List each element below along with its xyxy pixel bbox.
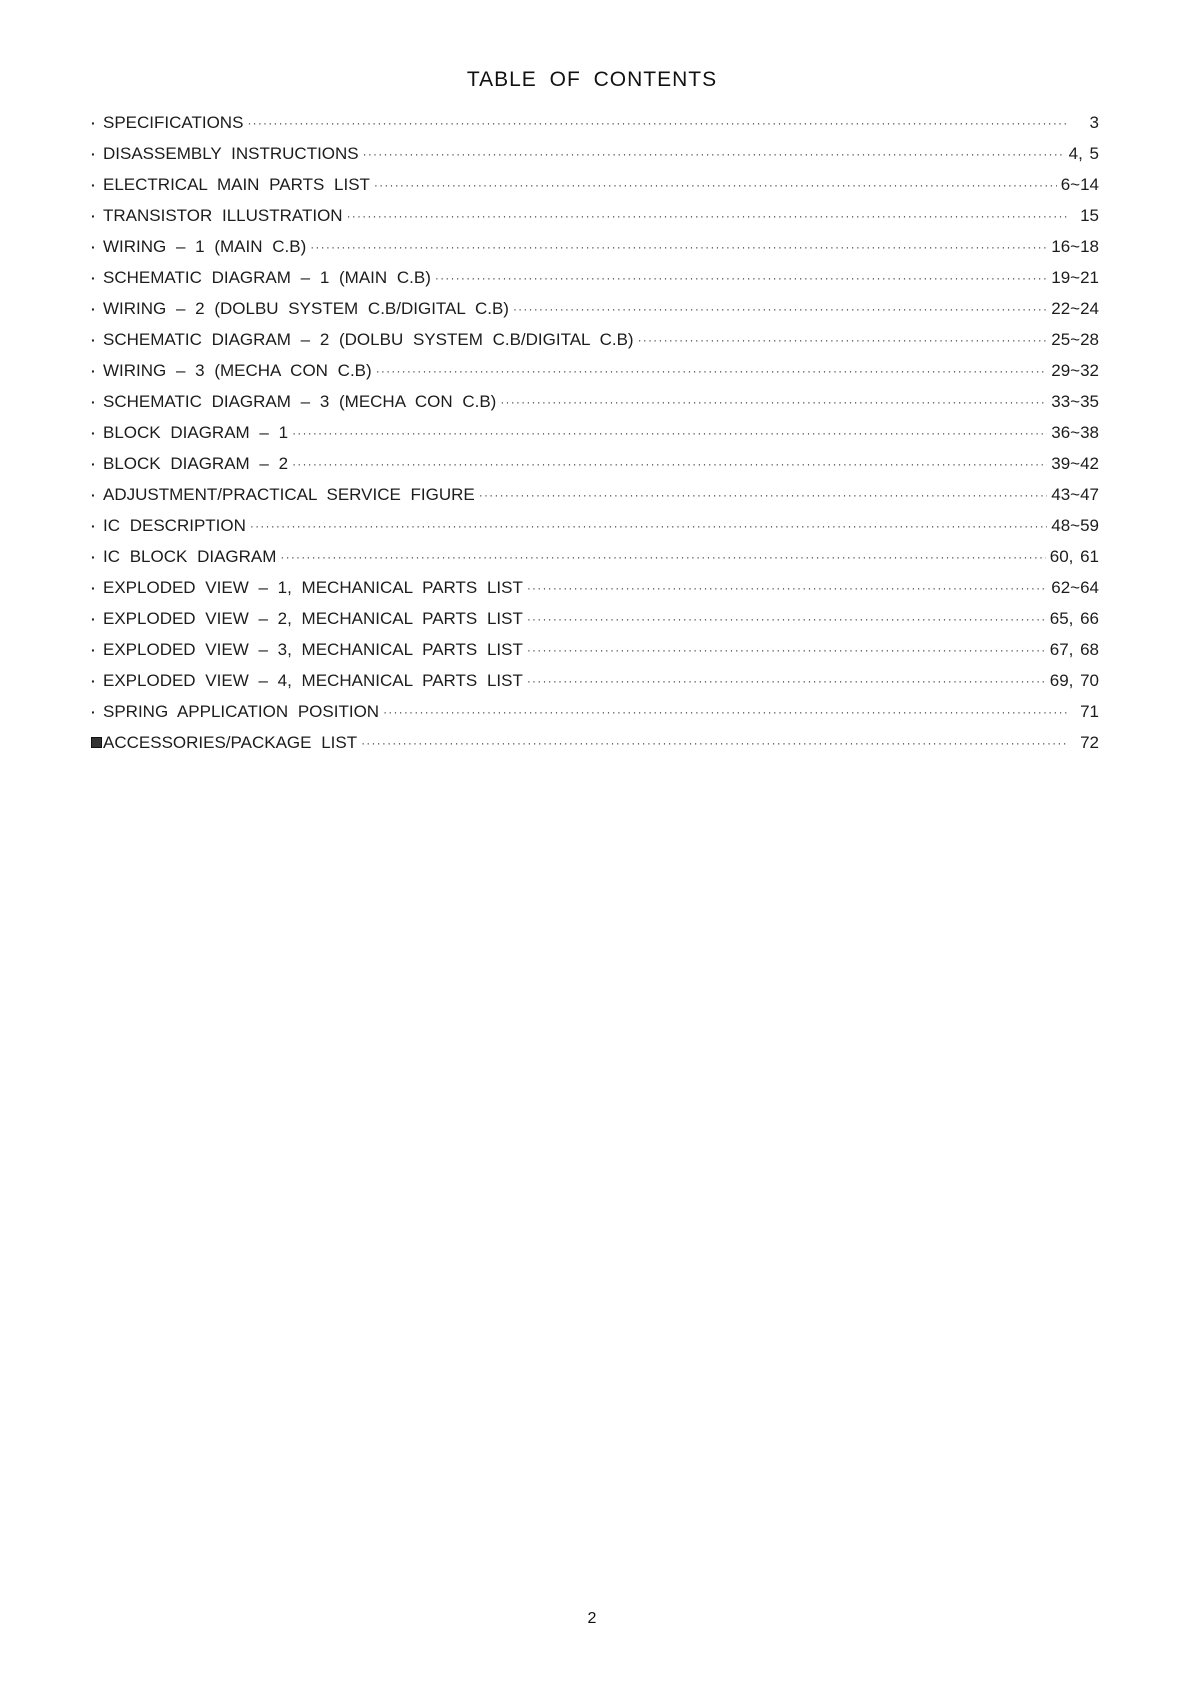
- toc-entry-page: 3: [1089, 113, 1099, 132]
- dot-leader: [292, 426, 1047, 440]
- toc-entry-label: SPECIFICATIONS: [103, 113, 244, 132]
- dot-bullet-icon: ·: [91, 394, 96, 410]
- toc-entry-label: EXPLODED VIEW – 1, MECHANICAL PARTS LIST: [103, 578, 523, 597]
- toc-entry-page: 72: [1080, 733, 1099, 752]
- toc-entry-page: 62~64: [1051, 578, 1099, 597]
- toc-entry-page: 19~21: [1051, 268, 1099, 287]
- toc-entry-label: ELECTRICAL MAIN PARTS LIST: [103, 175, 370, 194]
- toc-entry-label: TRANSISTOR ILLUSTRATION: [103, 206, 343, 225]
- dot-bullet-icon: ·: [91, 115, 96, 131]
- toc-entry: [91, 547, 1099, 578]
- dot-bullet-icon: ·: [91, 332, 96, 348]
- page-number: 2: [587, 1610, 597, 1627]
- dot-leader: [280, 550, 1045, 564]
- toc-entry-page: 67, 68: [1049, 640, 1099, 659]
- toc-entry-page: 36~38: [1051, 423, 1099, 442]
- toc-entry-page: 71: [1080, 702, 1099, 721]
- toc-entry-label: SCHEMATIC DIAGRAM – 1 (MAIN C.B): [103, 268, 431, 287]
- toc-entry-label: BLOCK DIAGRAM – 2: [103, 454, 289, 473]
- toc-entry-page: 15: [1080, 206, 1099, 225]
- toc-entry: [91, 268, 1099, 299]
- toc-entry-label: WIRING – 2 (DOLBU SYSTEM C.B/DIGITAL C.B): [103, 299, 509, 318]
- table-of-contents: [91, 113, 1099, 764]
- dot-leader: [374, 178, 1057, 192]
- toc-entry-label: ACCESSORIES/PACKAGE LIST: [103, 733, 358, 752]
- dot-leader: [347, 209, 1067, 223]
- dot-leader: [292, 457, 1047, 471]
- dot-leader: [435, 271, 1047, 285]
- toc-entry: [91, 330, 1099, 361]
- toc-entry-page: 48~59: [1051, 516, 1099, 535]
- toc-entry: [91, 113, 1099, 144]
- toc-entry-page: 69, 70: [1049, 671, 1099, 690]
- toc-entry: [91, 392, 1099, 423]
- toc-entry: [91, 237, 1099, 268]
- dot-leader: [376, 364, 1048, 378]
- toc-entry: [91, 423, 1099, 454]
- dot-bullet-icon: ·: [91, 208, 96, 224]
- dot-bullet-icon: ·: [91, 518, 96, 534]
- toc-entry: [91, 671, 1099, 702]
- toc-entry-label: BLOCK DIAGRAM – 1: [103, 423, 289, 442]
- toc-entry-page: 43~47: [1051, 485, 1099, 504]
- toc-entry-page: 16~18: [1051, 237, 1099, 256]
- toc-entry-label: WIRING – 1 (MAIN C.B): [103, 237, 307, 256]
- dot-leader: [527, 643, 1046, 657]
- dot-leader: [363, 147, 1065, 161]
- toc-entry-label: SPRING APPLICATION POSITION: [103, 702, 380, 721]
- dot-bullet-icon: ·: [91, 549, 96, 565]
- toc-entry-label: SCHEMATIC DIAGRAM – 2 (DOLBU SYSTEM C.B/DIGITAL C.B): [103, 330, 634, 349]
- toc-entry-page: 6~14: [1060, 175, 1099, 194]
- toc-entry-page: 25~28: [1051, 330, 1099, 349]
- toc-entry-page: 39~42: [1051, 454, 1099, 473]
- toc-entry: [91, 361, 1099, 392]
- toc-entry: [91, 144, 1099, 175]
- dot-leader: [527, 674, 1046, 688]
- dot-leader: [500, 395, 1047, 409]
- dot-leader: [527, 581, 1047, 595]
- toc-entry-page: 65, 66: [1049, 609, 1099, 628]
- toc-entry: [91, 454, 1099, 485]
- dot-bullet-icon: ·: [91, 363, 96, 379]
- dot-bullet-icon: ·: [91, 146, 96, 162]
- toc-entry: [91, 206, 1099, 237]
- dot-bullet-icon: ·: [91, 239, 96, 255]
- toc-entry: [91, 640, 1099, 671]
- dot-bullet-icon: ·: [91, 301, 96, 317]
- dot-bullet-icon: ·: [91, 673, 96, 689]
- toc-entry: [91, 733, 1099, 764]
- dot-bullet-icon: ·: [91, 487, 96, 503]
- toc-entry-label: ADJUSTMENT/PRACTICAL SERVICE FIGURE: [103, 485, 475, 504]
- dot-leader: [361, 736, 1067, 750]
- toc-entry: [91, 516, 1099, 547]
- toc-entry-page: 4, 5: [1068, 144, 1099, 163]
- dot-leader: [513, 302, 1047, 316]
- toc-entry-label: EXPLODED VIEW – 2, MECHANICAL PARTS LIST: [103, 609, 523, 628]
- page-title: TABLE OF CONTENTS: [466, 68, 718, 91]
- toc-entry-label: EXPLODED VIEW – 4, MECHANICAL PARTS LIST: [103, 671, 523, 690]
- dot-bullet-icon: ·: [91, 580, 96, 596]
- dot-leader: [479, 488, 1047, 502]
- toc-entry: [91, 175, 1099, 206]
- toc-entry-label: WIRING – 3 (MECHA CON C.B): [103, 361, 372, 380]
- toc-entry: [91, 702, 1099, 733]
- toc-entry-label: EXPLODED VIEW – 3, MECHANICAL PARTS LIST: [103, 640, 523, 659]
- dot-leader: [527, 612, 1046, 626]
- dot-bullet-icon: ·: [91, 642, 96, 658]
- dot-bullet-icon: ·: [91, 456, 96, 472]
- dot-bullet-icon: ·: [91, 611, 96, 627]
- toc-entry-page: 29~32: [1051, 361, 1099, 380]
- dot-bullet-icon: ·: [91, 177, 96, 193]
- toc-entry-page: 33~35: [1051, 392, 1099, 411]
- toc-entry: [91, 578, 1099, 609]
- toc-entry-page: 22~24: [1051, 299, 1099, 318]
- toc-entry: [91, 609, 1099, 640]
- dot-leader: [638, 333, 1048, 347]
- toc-entry: [91, 299, 1099, 330]
- toc-entry-label: IC DESCRIPTION: [103, 516, 246, 535]
- dot-leader: [310, 240, 1047, 254]
- dot-bullet-icon: ·: [91, 704, 96, 720]
- toc-entry-page: 60, 61: [1049, 547, 1099, 566]
- dot-leader: [247, 116, 1067, 130]
- toc-entry-label: SCHEMATIC DIAGRAM – 3 (MECHA CON C.B): [103, 392, 497, 411]
- dot-leader: [250, 519, 1047, 533]
- toc-entry-label: IC BLOCK DIAGRAM: [103, 547, 277, 566]
- dot-leader: [383, 705, 1067, 719]
- dot-bullet-icon: ·: [91, 425, 96, 441]
- dot-bullet-icon: ·: [91, 270, 96, 286]
- toc-entry-label: DISASSEMBLY INSTRUCTIONS: [103, 144, 359, 163]
- toc-entry: [91, 485, 1099, 516]
